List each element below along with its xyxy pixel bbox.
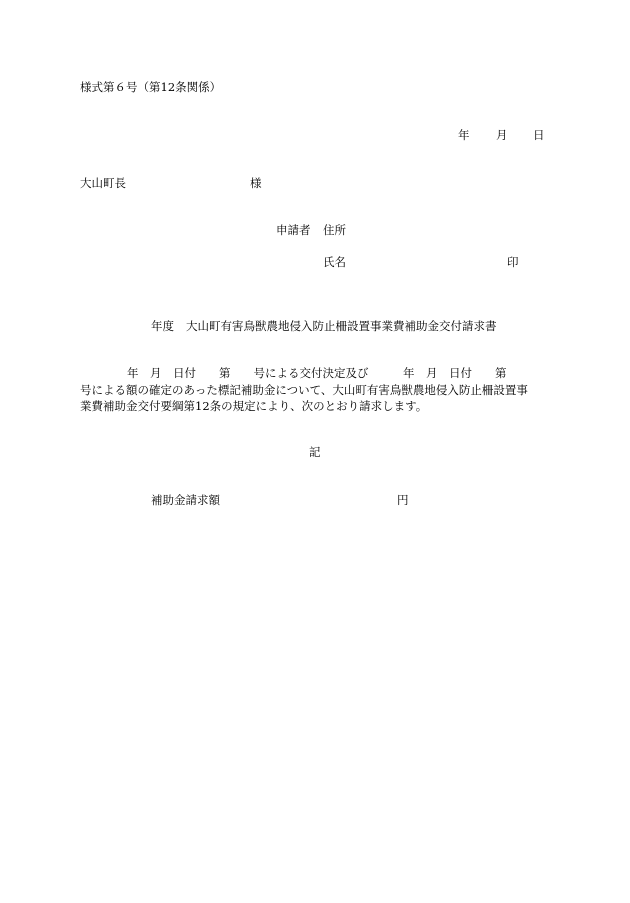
addressee-name: 大山町長	[80, 176, 126, 190]
date-month-label: 月	[496, 128, 508, 142]
body-line-3: 業費補助金交付要綱第12条の規定により、次のとおり請求します。	[80, 399, 428, 413]
claim-amount-unit: 円	[397, 493, 409, 507]
addressee-honorific: 様	[250, 176, 262, 190]
body-line-2: 号による額の確定のあった標記補助金について、大山町有害鳥獣農地侵入防止柵設置事	[80, 382, 528, 397]
claim-amount-label: 補助金請求額	[151, 493, 220, 507]
form-number: 様式第６号（第12条関係）	[80, 80, 222, 94]
applicant-label: 申請者	[276, 223, 311, 237]
title-fiscal-year: 年度	[151, 319, 174, 333]
seal-mark: 印	[507, 255, 519, 269]
applicant-address-label: 住所	[323, 223, 346, 237]
applicant-name-label: 氏名	[323, 255, 346, 269]
document-title: 大山町有害鳥獣農地侵入防止柵設置事業費補助金交付請求書	[186, 319, 497, 333]
body-line-1: 年 月 日付 第 号による交付決定及び 年 月 日付 第	[127, 366, 507, 380]
date-day-label: 日	[533, 128, 545, 142]
body-paragraph	[80, 365, 550, 415]
date-year-label: 年	[458, 128, 470, 142]
record-heading: 記	[309, 445, 321, 459]
